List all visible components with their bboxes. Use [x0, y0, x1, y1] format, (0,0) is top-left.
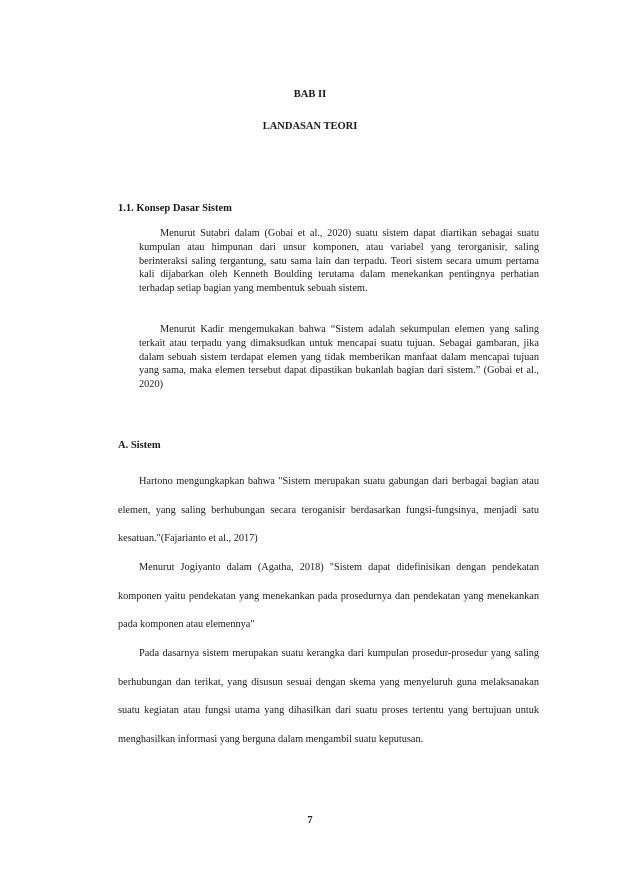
chapter-title: LANDASAN TEORI [262, 121, 358, 132]
chapter-number: BAB II [293, 89, 327, 100]
body-paragraph-3-text: Pada dasarnya sistem merupakan suatu kerangka dari kumpulan prosedur-prosedur yang saling berhubungan dan terikat, yang disusun sesuai dengan skema yang menyeluruh guna melaksanakan suatu kegiatan atau fungsi utama yang dihasilkan dari suatu proses tertentu yang bertujuan untuk menghasilkan informasi yang berguna dalam mengambil suatu keputusan. [118, 648, 539, 746]
block-paragraph-1 [139, 227, 539, 296]
page-number: 7 [307, 815, 313, 826]
body-paragraph-1-text: Hartono mengungkapkan bahwa "Sistem merupakan suatu gabungan dari berbagai bagian atau elemen, yang saling berhubungan secara teroganisir berdasarkan fungsi-fungsinya, menjadi satu kesatuan."(Fajarianto et al., 2017) [118, 476, 539, 545]
block-paragraph-2-text: Menurut Kadir mengemukakan bahwa “Sistem adalah sekumpulan elemen yang saling terkait atau terpadu yang dimaksudkan untuk mencapai suatu tujuan. Sebagai gambaran, jika dalam sebuah sistem terdapat elemen yang tidak memberikan manfaat dalam mencapai tujuan yang sama, maka elemen tersebut dapat dipastikan bukanlah bagian dari sistem.” (Gobai et al., 2020) [139, 324, 539, 391]
body-paragraph-2 [118, 554, 539, 640]
body-paragraph-3 [118, 640, 539, 755]
block-paragraph-1-text: Menurut Sutabri dalam (Gobai et al., 2020) suatu sistem dapat diartikan sebagai suatu kumpulan atau himpunan dari unsur komponen, atau variabel yang terorganisir, saling berinteraksi saling tergantung, satu sama lain dan terpadu. Teori sistem secara umum pertama kali dijabarkan oleh Kenneth Boulding terutama dalam menekankan pentingnya perhatian terhadap setiap bagian yang membentuk sebuah sistem. [139, 228, 539, 295]
body-paragraph-1 [118, 468, 539, 554]
section-heading-sistem: A. Sistem [118, 440, 161, 451]
block-paragraph-2 [139, 323, 539, 392]
section-heading-konsep-dasar-sistem: 1.1. Konsep Dasar Sistem [118, 203, 232, 214]
body-paragraph-2-text: Menurut Jogiyanto dalam (Agatha, 2018) "Sistem dapat didefinisikan dengan pendekatan komponen yaitu pendekatan yang menekankan pada prosedurnya dan pendekatan yang menekankan pada komponen atau elemennya" [118, 562, 539, 631]
